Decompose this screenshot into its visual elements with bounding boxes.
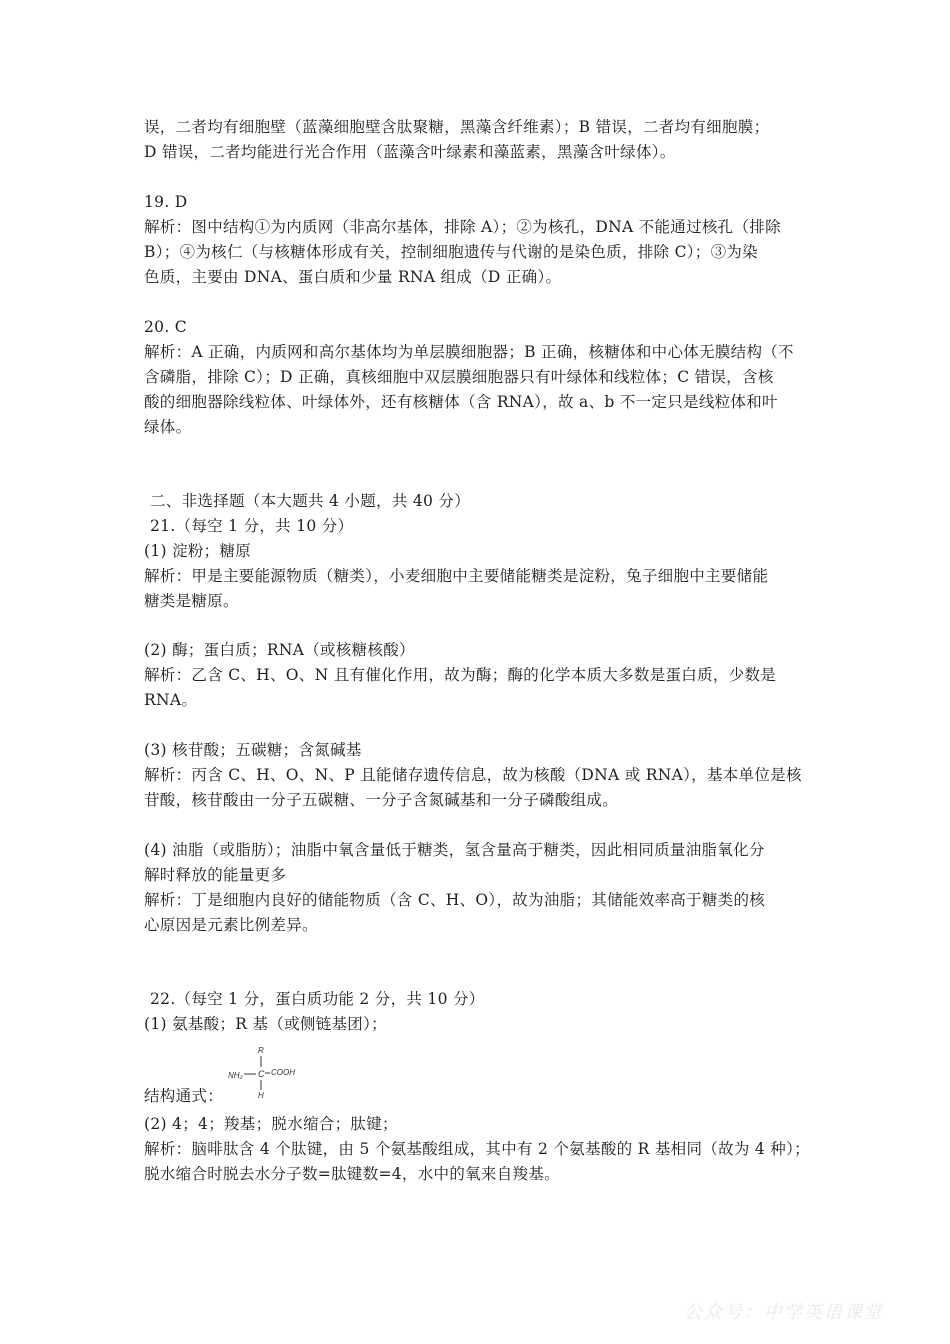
text-line: (1) 氨基酸；R 基（或侧链基团）； <box>144 1015 387 1033</box>
text-line: 含磷脂，排除 C）；D 正确，真核细胞中双层膜细胞器只有叶绿体和线粒体；C 错误，含核 <box>144 368 774 386</box>
cooh-label: COOH <box>271 1068 295 1077</box>
text-line: 解析：脑啡肽含 4 个肽键，由 5 个氨基酸组成，其中有 2 个氨基酸的 R 基相同（故为 4 种）； <box>144 1140 810 1158</box>
text-line: 解时释放的能量更多 <box>144 866 287 884</box>
text-line: (3) 核苷酸；五碳糖；含氮碱基 <box>144 741 362 759</box>
watermark: 公众号：中学英语课堂 <box>684 1302 884 1323</box>
text-line: (1) 淀粉；糖原 <box>144 542 252 560</box>
text-line: 解析：乙含 C、H、O、N 且有催化作用，故为酶；酶的化学本质大多数是蛋白质，少数是 <box>144 666 777 684</box>
hydrogen-label: H <box>258 1091 264 1100</box>
text-line: (2) 酶；蛋白质；RNA（或核糖核酸） <box>144 641 415 659</box>
nh2-label: NH₂ <box>228 1071 243 1080</box>
text-line: 误，二者均有细胞壁（蓝藻细胞壁含肽聚糖，黑藻含纤维素）；B 错误，二者均有细胞膜； <box>144 118 770 136</box>
text-line: B）；④为核仁（与核糖体形成有关，控制细胞遗传与代谢的是染色质，排除 C）；③为染 <box>144 243 758 261</box>
text-line: 结构通式： <box>144 1087 224 1105</box>
text-line: 脱水缩合时脱去水分子数=肽键数=4，水中的氧来自羧基。 <box>144 1165 560 1183</box>
question-21-heading: 21.（每空 1 分，共 10 分） <box>150 517 354 535</box>
section-heading: 二、非选择题（本大题共 4 小题，共 40 分） <box>150 492 470 510</box>
text-line: 解析：A 正确，内质网和高尔基体均为单层膜细胞器；B 正确，核糖体和中心体无膜结构（不 <box>144 343 794 361</box>
text-line: 解析：丁是细胞内良好的储能物质（含 C、H、O），故为油脂；其储能效率高于糖类的核 <box>144 891 766 909</box>
text-line: RNA。 <box>144 691 198 709</box>
text-line: 色质，主要由 DNA、蛋白质和少量 RNA 组成（D 正确）。 <box>144 268 562 286</box>
text-line: (4) 油脂（或脂肪）；油脂中氧含量低于糖类，氢含量高于糖类，因此相同质量油脂氧化分 <box>144 841 765 859</box>
text-line: 心原因是元素比例差异。 <box>144 916 318 934</box>
text-line: 苷酸，核苷酸由一分子五碳糖、一分子含氮碱基和一分子磷酸组成。 <box>144 791 619 809</box>
amino-acid-structure-formula <box>226 1044 296 1100</box>
text-line: 解析：图中结构①为内质网（非高尔基体，排除 A）；②为核孔，DNA 不能通过核孔（排除 <box>144 218 781 236</box>
answer-19: 19. D <box>144 193 188 211</box>
question-22-heading: 22.（每空 1 分，蛋白质功能 2 分，共 10 分） <box>150 990 485 1008</box>
answer-20: 20. C <box>144 318 187 336</box>
text-line: D 错误，二者均能进行光合作用（蓝藻含叶绿素和藻蓝素，黑藻含叶绿体）。 <box>144 143 676 161</box>
text-line: 解析：甲是主要能源物质（糖类），小麦细胞中主要储能糖类是淀粉，兔子细胞中主要储能 <box>144 567 769 585</box>
text-line: (2) 4；4；羧基；脱水缩合；肽键； <box>144 1115 398 1133</box>
text-line: 解析：丙含 C、H、O、N、P 且能储存遗传信息，故为核酸（DNA 或 RNA），基本单位是核 <box>144 766 802 784</box>
text-line: 糖类是糖原。 <box>144 592 239 610</box>
text-line: 绿体。 <box>144 418 192 436</box>
text-line: 酸的细胞器除线粒体、叶绿体外，还有核糖体（含 RNA），故 a、b 不一定只是线粒体和叶 <box>144 393 778 411</box>
r-group-label: R <box>258 1046 264 1055</box>
alpha-carbon-label: C <box>258 1069 265 1079</box>
